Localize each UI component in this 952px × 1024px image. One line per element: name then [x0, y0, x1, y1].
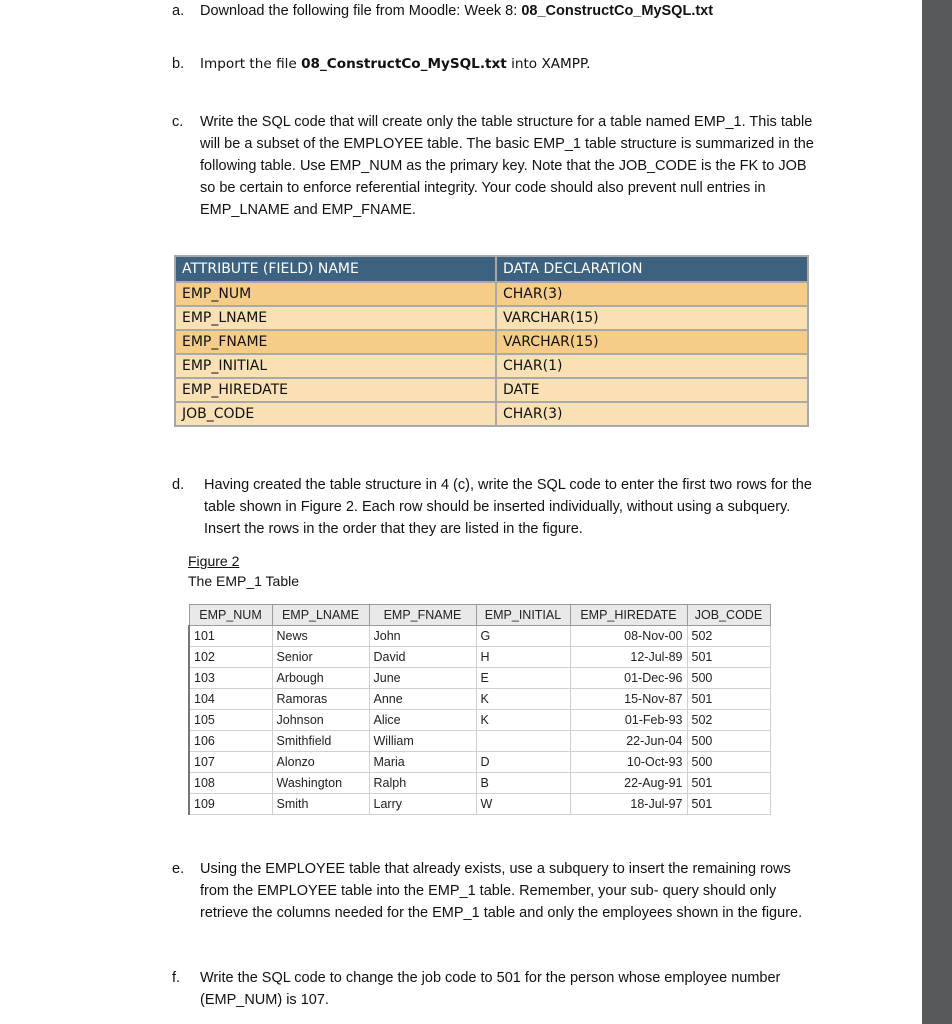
table-cell: 103 — [189, 668, 272, 689]
item-text: Using the EMPLOYEE table that already exists, use a subquery to insert the remaining rows from the EMPLOYEE table into the EMP_1 table. Remember, your sub- query should only retrieve the columns needed for the EMP_1 table and only the employees shown in the figure. — [200, 861, 803, 921]
table-row — [189, 710, 770, 731]
table-cell: 105 — [189, 710, 272, 731]
table-cell: 12-Jul-89 — [570, 647, 687, 668]
table-cell: VARCHAR(15) — [496, 330, 808, 354]
table-cell: Smith — [272, 794, 369, 815]
table-cell: June — [369, 668, 476, 689]
item-text: Write the SQL code to change the job code to 501 for the person whose employee number (EMP_NUM) is 107. — [200, 970, 781, 1008]
table-cell: 500 — [687, 668, 770, 689]
table-cell: H — [476, 647, 570, 668]
item-label: b. — [172, 56, 185, 72]
table-cell: 501 — [687, 794, 770, 815]
table-cell: K — [476, 710, 570, 731]
column-header: ATTRIBUTE (FIELD) NAME — [175, 256, 496, 282]
table-cell: W — [476, 794, 570, 815]
table-cell: 22-Jun-04 — [570, 731, 687, 752]
table-row — [189, 689, 770, 710]
table-cell: Arbough — [272, 668, 369, 689]
table-cell: William — [369, 731, 476, 752]
table-row — [189, 668, 770, 689]
table-cell: 500 — [687, 752, 770, 773]
item-label: c. — [172, 114, 184, 130]
table-cell: EMP_FNAME — [175, 330, 496, 354]
table-cell: David — [369, 647, 476, 668]
table-cell: 18-Jul-97 — [570, 794, 687, 815]
table-cell: 102 — [189, 647, 272, 668]
table-cell: 01-Dec-96 — [570, 668, 687, 689]
table-cell: Washington — [272, 773, 369, 794]
item-text: Write the SQL code that will create only the table structure for a table named EMP_1. This table will be a subset of the EMPLOYEE table. The basic EMP_1 table structure is summarized in the following table. Use EMP_NUM as the primary key. Note that the JOB_CODE is the FK to JOB so be certain to enforce referential integrity. Your code should also prevent null entries in EMP_LNAME and EMP_FNAME. — [200, 114, 814, 218]
item-label: e. — [172, 861, 185, 877]
column-header: EMP_HIREDATE — [570, 605, 687, 626]
table-cell: 502 — [687, 710, 770, 731]
table-cell: 22-Aug-91 — [570, 773, 687, 794]
table-cell: E — [476, 668, 570, 689]
column-header: JOB_CODE — [687, 605, 770, 626]
table-cell: Ralph — [369, 773, 476, 794]
table-cell: 10-Oct-93 — [570, 752, 687, 773]
table-cell: Senior — [272, 647, 369, 668]
table-cell: K — [476, 689, 570, 710]
item-text: Having created the table structure in 4 (c), write the SQL code to enter the first two rows for the table shown in Figure 2. Each row should be inserted individually, without using a subquery. Insert the rows in the order that they are listed in the figure. — [204, 477, 812, 537]
table-row — [189, 794, 770, 815]
table-row — [189, 773, 770, 794]
table-row — [189, 752, 770, 773]
table-cell: Larry — [369, 794, 476, 815]
table-cell: Alonzo — [272, 752, 369, 773]
figure-title: The EMP_1 Table — [188, 573, 300, 589]
table-row — [175, 306, 808, 330]
column-header: EMP_LNAME — [272, 605, 369, 626]
table-row — [189, 647, 770, 668]
table-cell: 101 — [189, 626, 272, 647]
attribute-table — [174, 255, 809, 427]
table-cell: Anne — [369, 689, 476, 710]
table-cell: G — [476, 626, 570, 647]
item-text: into XAMPP. — [506, 56, 591, 72]
table-row — [175, 330, 808, 354]
item-label: f. — [172, 970, 181, 986]
column-header: EMP_FNAME — [369, 605, 476, 626]
table-cell: B — [476, 773, 570, 794]
item-label: a. — [172, 3, 185, 19]
table-cell: Maria — [369, 752, 476, 773]
table-cell: News — [272, 626, 369, 647]
table-cell: John — [369, 626, 476, 647]
table-cell: Ramoras — [272, 689, 369, 710]
table-cell: 15-Nov-87 — [570, 689, 687, 710]
filename: 08_ConstructCo_MySQL.txt — [521, 3, 714, 19]
table-cell: 501 — [687, 689, 770, 710]
table-cell: CHAR(3) — [496, 282, 808, 306]
table-cell: JOB_CODE — [175, 402, 496, 426]
table-cell: 500 — [687, 731, 770, 752]
table-cell: EMP_HIREDATE — [175, 378, 496, 402]
table-cell: 104 — [189, 689, 272, 710]
table-cell: Smithfield — [272, 731, 369, 752]
table-cell: 501 — [687, 773, 770, 794]
table-cell: 08-Nov-00 — [570, 626, 687, 647]
table-cell: Johnson — [272, 710, 369, 731]
table-cell: 107 — [189, 752, 272, 773]
table-cell: D — [476, 752, 570, 773]
table-row — [175, 354, 808, 378]
table-cell: DATE — [496, 378, 808, 402]
table-cell: 502 — [687, 626, 770, 647]
column-header: EMP_NUM — [189, 605, 272, 626]
table-row — [189, 731, 770, 752]
table-cell: CHAR(1) — [496, 354, 808, 378]
table-cell: 108 — [189, 773, 272, 794]
filename: 08_ConstructCo_MySQL.txt — [301, 56, 507, 72]
table-cell: Alice — [369, 710, 476, 731]
item-text: Download the following file from Moodle: Week 8: — [200, 3, 522, 19]
table-cell — [476, 731, 570, 752]
table-cell: VARCHAR(15) — [496, 306, 808, 330]
table-row — [189, 626, 770, 647]
table-cell: 501 — [687, 647, 770, 668]
item-text: Import the file — [200, 56, 302, 72]
table-row — [175, 378, 808, 402]
table-cell: EMP_LNAME — [175, 306, 496, 330]
table-cell: EMP_INITIAL — [175, 354, 496, 378]
column-header: DATA DECLARATION — [496, 256, 808, 282]
table-cell: CHAR(3) — [496, 402, 808, 426]
emp-1-figure-table — [188, 604, 771, 815]
table-cell: EMP_NUM — [175, 282, 496, 306]
column-header: EMP_INITIAL — [476, 605, 570, 626]
figure-label: Figure 2 — [188, 553, 240, 569]
table-cell: 109 — [189, 794, 272, 815]
table-cell: 106 — [189, 731, 272, 752]
table-cell: 01-Feb-93 — [570, 710, 687, 731]
table-row — [175, 402, 808, 426]
item-label: d. — [172, 477, 185, 493]
table-row — [175, 282, 808, 306]
